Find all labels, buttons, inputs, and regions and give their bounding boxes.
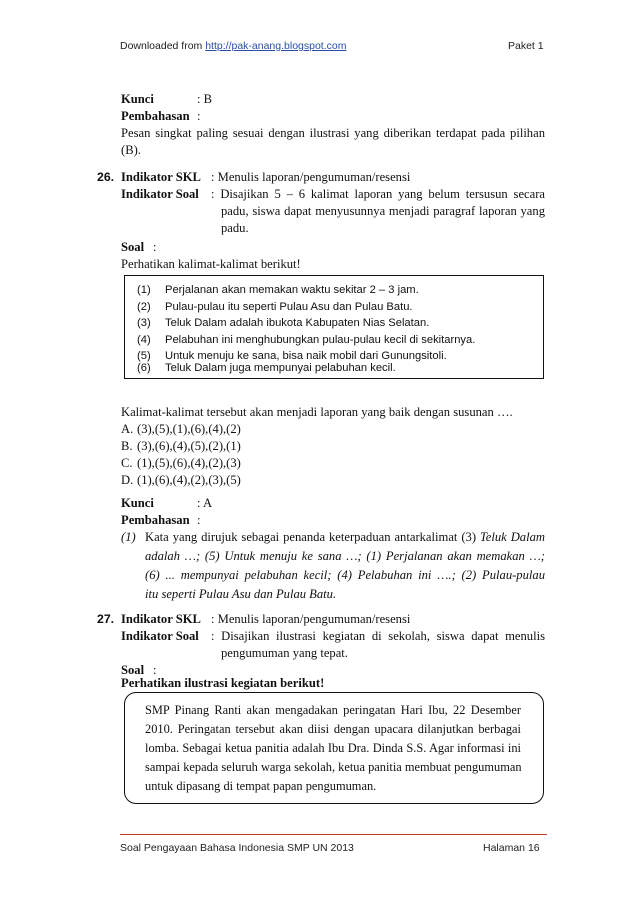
q26-soal-colon: : (153, 240, 157, 254)
q26-option-d: D. (1),(6),(4),(2),(3),(5) (121, 473, 241, 487)
header-paket: Paket 1 (508, 40, 544, 52)
illustration-line: sampai kepada seluruh warga sekolah, ketua panitia membuat pengumuman (145, 760, 522, 774)
q26-pembahasan-colon: : (197, 513, 201, 527)
q26-option-a: A. (3),(5),(1),(6),(4),(2) (121, 422, 241, 436)
header-downloaded-label: Downloaded from (120, 40, 206, 52)
q26-skl-value: : Menulis laporan/pengumuman/resensi (211, 170, 411, 184)
q26-number: 26. (97, 170, 115, 184)
sentence-item: (2) Pulau-pulau itu seperti Pulau Asu dan Pulau Batu. (137, 300, 413, 313)
q27-number: 27. (97, 612, 115, 626)
q26-explanation-line-4: itu seperti Pulau Asu dan Pulau Batu. (145, 587, 337, 601)
q27-illustration-box (124, 692, 544, 804)
sentence-item: (5) Untuk menuju ke sana, bisa naik mobil dari Gunungsitoli. (137, 350, 447, 362)
sentence-item: (1) Perjalanan akan memakan waktu sekitar 2 – 3 jam. (137, 284, 419, 296)
q27-indikator-soal-text: : Disajikan ilustrasi kegiatan di sekolah, siswa dapat menulis (211, 629, 545, 643)
q27-soal-colon: : (153, 663, 157, 677)
q26-indikator-soal-text-3: padu. (221, 221, 249, 235)
q26-indikator-soal-text-2: padu, siswa dapat menyusunnya menjadi paragraf laporan yang (221, 204, 545, 218)
q26-sentence-box (124, 275, 544, 379)
illustration-line: untuk dipasang di tempat papan pengumuman. (145, 779, 377, 793)
q27-indikator-soal-label: Indikator Soal (121, 629, 199, 643)
illustration-line: lomba. Sebagai ketua panitia adalah Ibu Dra. Dinda S.S. Agar informasi ini (145, 741, 521, 755)
q25-pembahasan-text: Pesan singkat paling sesuai dengan ilustrasi yang diberikan terdapat pada pilihan (121, 126, 545, 140)
q26-kunci-label: Kunci (121, 496, 154, 510)
q26-indikator-soal-text: : Disajikan 5 – 6 kalimat laporan yang belum tersusun secara (211, 187, 545, 201)
footer-title: Soal Pengayaan Bahasa Indonesia SMP UN 2013 (120, 842, 354, 854)
q25-pembahasan-colon: : (197, 109, 201, 123)
q26-soal-label: Soal (121, 240, 145, 254)
illustration-line: 2010. Peringatan tersebut akan diisi dengan upacara dilanjutkan berbagai (145, 722, 521, 736)
q26-skl-label: Indikator SKL (121, 170, 201, 184)
q27-instruction: Perhatikan ilustrasi kegiatan berikut! (121, 676, 325, 690)
header-source-link[interactable]: http://pak-anang.blogspot.com (205, 40, 347, 52)
q27-indikator-soal-text-2: pengumuman yang tepat. (221, 646, 348, 660)
sentence-item: (6) Teluk Dalam juga mempunyai pelabuhan kecil. (137, 362, 396, 374)
q26-explanation-line-3: (6) ... mempunyai pelabuhan kecil; (4) Pelabuhan ini ….; (2) Pulau-pulau (145, 568, 545, 582)
q25-pembahasan-label: Pembahasan (121, 109, 190, 123)
footer-divider (120, 834, 547, 835)
q25-pembahasan-text-2: (B). (121, 143, 141, 157)
q26-explanation-line-1: Kata yang dirujuk sebagai penanda keterpaduan antarkalimat (3) Teluk Dalam (145, 530, 545, 544)
q26-explanation-line-2: adalah …; (5) Untuk menuju ke sana …; (1) Perjalanan akan memakan …; (145, 549, 545, 563)
q27-soal-label: Soal (121, 663, 145, 677)
footer-page-number: Halaman 16 (483, 842, 540, 854)
sentence-item: (4) Pelabuhan ini menghubungkan pulau-pulau kecil di sekitarnya. (137, 333, 476, 346)
q26-instruction: Perhatikan kalimat-kalimat berikut! (121, 257, 301, 271)
sentence-item: (3) Teluk Dalam adalah ibukota Kabupaten Nias Selatan. (137, 317, 430, 329)
q26-kunci-value: : A (197, 496, 213, 510)
header-source (120, 40, 346, 52)
q26-indikator-soal-label: Indikator Soal (121, 187, 199, 201)
q25-kunci-label: Kunci (121, 92, 154, 106)
q27-skl-value: : Menulis laporan/pengumuman/resensi (211, 612, 411, 626)
q25-kunci-value: : B (197, 92, 213, 106)
q26-option-c: C. (1),(5),(6),(4),(2),(3) (121, 456, 241, 470)
q26-pembahasan-label: Pembahasan (121, 513, 190, 527)
q27-skl-label: Indikator SKL (121, 612, 201, 626)
q26-explanation-number: (1) (121, 530, 136, 544)
q26-option-b: B. (3),(6),(4),(5),(2),(1) (121, 439, 241, 453)
illustration-line: SMP Pinang Ranti akan mengadakan peringatan Hari Ibu, 22 Desember (145, 703, 521, 717)
q26-question: Kalimat-kalimat tersebut akan menjadi laporan yang baik dengan susunan …. (121, 405, 513, 419)
